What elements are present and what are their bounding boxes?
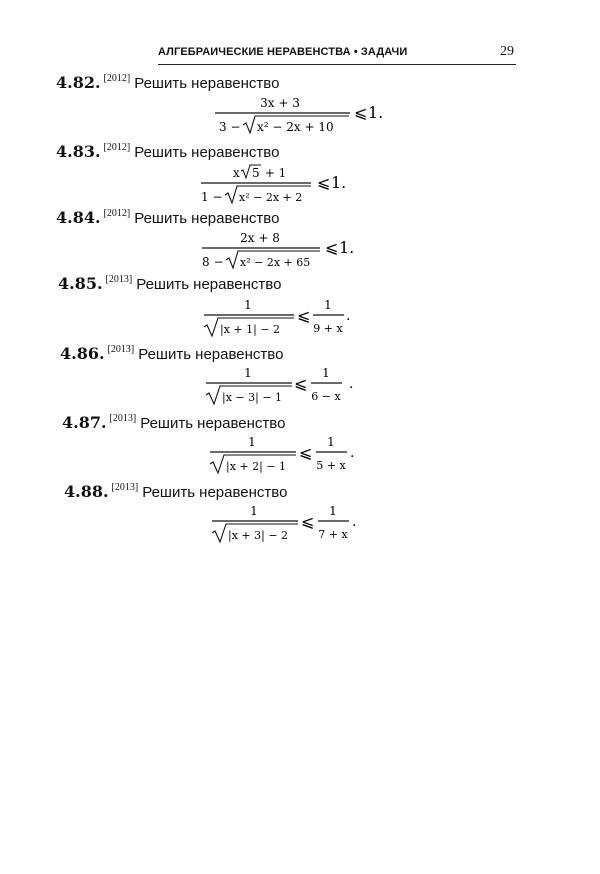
formula-denominator-start: 3 −	[219, 120, 241, 134]
formula-numerator-post: + 1	[261, 166, 287, 180]
formula-4-85	[200, 296, 370, 346]
formula-rhs: 1.	[339, 238, 355, 257]
formula-4-82	[205, 93, 385, 143]
formula-rhs: 1.	[368, 103, 384, 122]
running-header	[158, 44, 516, 65]
formula-radicand: |x + 3| − 2	[228, 529, 289, 542]
formula-rhs: 1.	[331, 173, 347, 192]
problem-year: [2013]	[109, 413, 137, 424]
formula-4-84	[196, 228, 376, 278]
formula-end: .	[346, 308, 351, 324]
formula-relation: ⩽	[297, 306, 311, 325]
problem-statement: Решить неравенство	[138, 346, 284, 363]
problem-number: 4.88.	[64, 482, 109, 501]
problem-number: 4.86.	[60, 344, 105, 363]
formula-svg	[202, 364, 372, 410]
formula-denominator-start: 1 −	[201, 190, 223, 204]
formula-relation: ⩽	[354, 103, 368, 122]
problem-4-85	[58, 274, 281, 298]
formula-relation: ⩽	[294, 374, 308, 393]
formula-4-86	[202, 364, 372, 414]
formula-4-87	[206, 433, 376, 483]
formula-svg	[200, 296, 370, 342]
formula-radicand: x² − 2x + 10	[257, 120, 334, 134]
formula-4-88	[208, 502, 378, 552]
formula-denominator-start: 8 −	[202, 255, 224, 269]
running-header-title: АЛГЕБРАИЧЕСКИЕ НЕРАВЕНСТВА • ЗАДАЧИ	[158, 46, 408, 58]
formula-radicand: |x − 3| − 1	[222, 391, 283, 404]
problem-year: [2013]	[111, 482, 139, 493]
formula-radicand: x² − 2x + 65	[240, 256, 311, 269]
problem-statement: Решить неравенство	[134, 210, 280, 227]
formula-numerator: 1	[250, 504, 258, 518]
formula-rhs-numerator: 1	[327, 435, 335, 449]
formula-numerator: 1	[248, 435, 256, 449]
problem-year: [2012]	[103, 73, 131, 84]
problem-year: [2012]	[103, 208, 131, 219]
formula-numerator: 1	[244, 298, 252, 312]
formula-radicand: x² − 2x + 2	[239, 191, 303, 204]
formula-rhs-numerator: 1	[324, 298, 332, 312]
formula-rhs-denominator: 9 + x	[313, 322, 343, 335]
formula-relation: ⩽	[301, 512, 315, 531]
formula-rhs-denominator: 6 − x	[311, 390, 341, 403]
formula-4-83	[195, 163, 365, 213]
problem-number: 4.83.	[56, 142, 101, 161]
formula-numerator: 3x + 3	[260, 96, 300, 110]
formula-svg	[196, 228, 376, 274]
problem-year: [2012]	[103, 142, 131, 153]
formula-relation: ⩽	[317, 173, 331, 192]
problem-statement: Решить неравенство	[134, 144, 280, 161]
formula-rhs-numerator: 1	[322, 366, 330, 380]
formula-end: .	[349, 376, 354, 392]
formula-radicand: |x + 2| − 1	[226, 460, 287, 473]
formula-numerator-radicand: 5	[252, 166, 260, 180]
formula-svg	[195, 163, 365, 209]
problem-year: [2013]	[105, 274, 133, 285]
problem-statement: Решить неравенство	[136, 276, 282, 293]
formula-rhs-denominator: 5 + x	[316, 459, 346, 472]
formula-svg	[206, 433, 376, 479]
problem-number: 4.84.	[56, 208, 101, 227]
problem-statement: Решить неравенство	[134, 75, 280, 92]
formula-end: .	[352, 514, 357, 530]
page-number: 29	[500, 44, 514, 59]
formula-radicand: |x + 1| − 2	[220, 323, 281, 336]
formula-rhs-numerator: 1	[329, 504, 337, 518]
formula-numerator-pre: x	[233, 166, 240, 180]
formula-svg	[208, 502, 378, 548]
problem-year: [2013]	[107, 344, 135, 355]
formula-end: .	[350, 445, 355, 461]
problem-number: 4.85.	[58, 274, 103, 293]
problem-number: 4.82.	[56, 73, 101, 92]
formula-relation: ⩽	[299, 443, 313, 462]
formula-numerator: 1	[244, 366, 252, 380]
formula-svg	[205, 93, 385, 139]
problem-number: 4.87.	[62, 413, 107, 432]
problem-statement: Решить неравенство	[142, 484, 288, 501]
formula-relation: ⩽	[325, 238, 339, 257]
formula-numerator: 2x + 8	[240, 231, 280, 245]
problem-statement: Решить неравенство	[140, 415, 286, 432]
formula-rhs-denominator: 7 + x	[318, 528, 348, 541]
